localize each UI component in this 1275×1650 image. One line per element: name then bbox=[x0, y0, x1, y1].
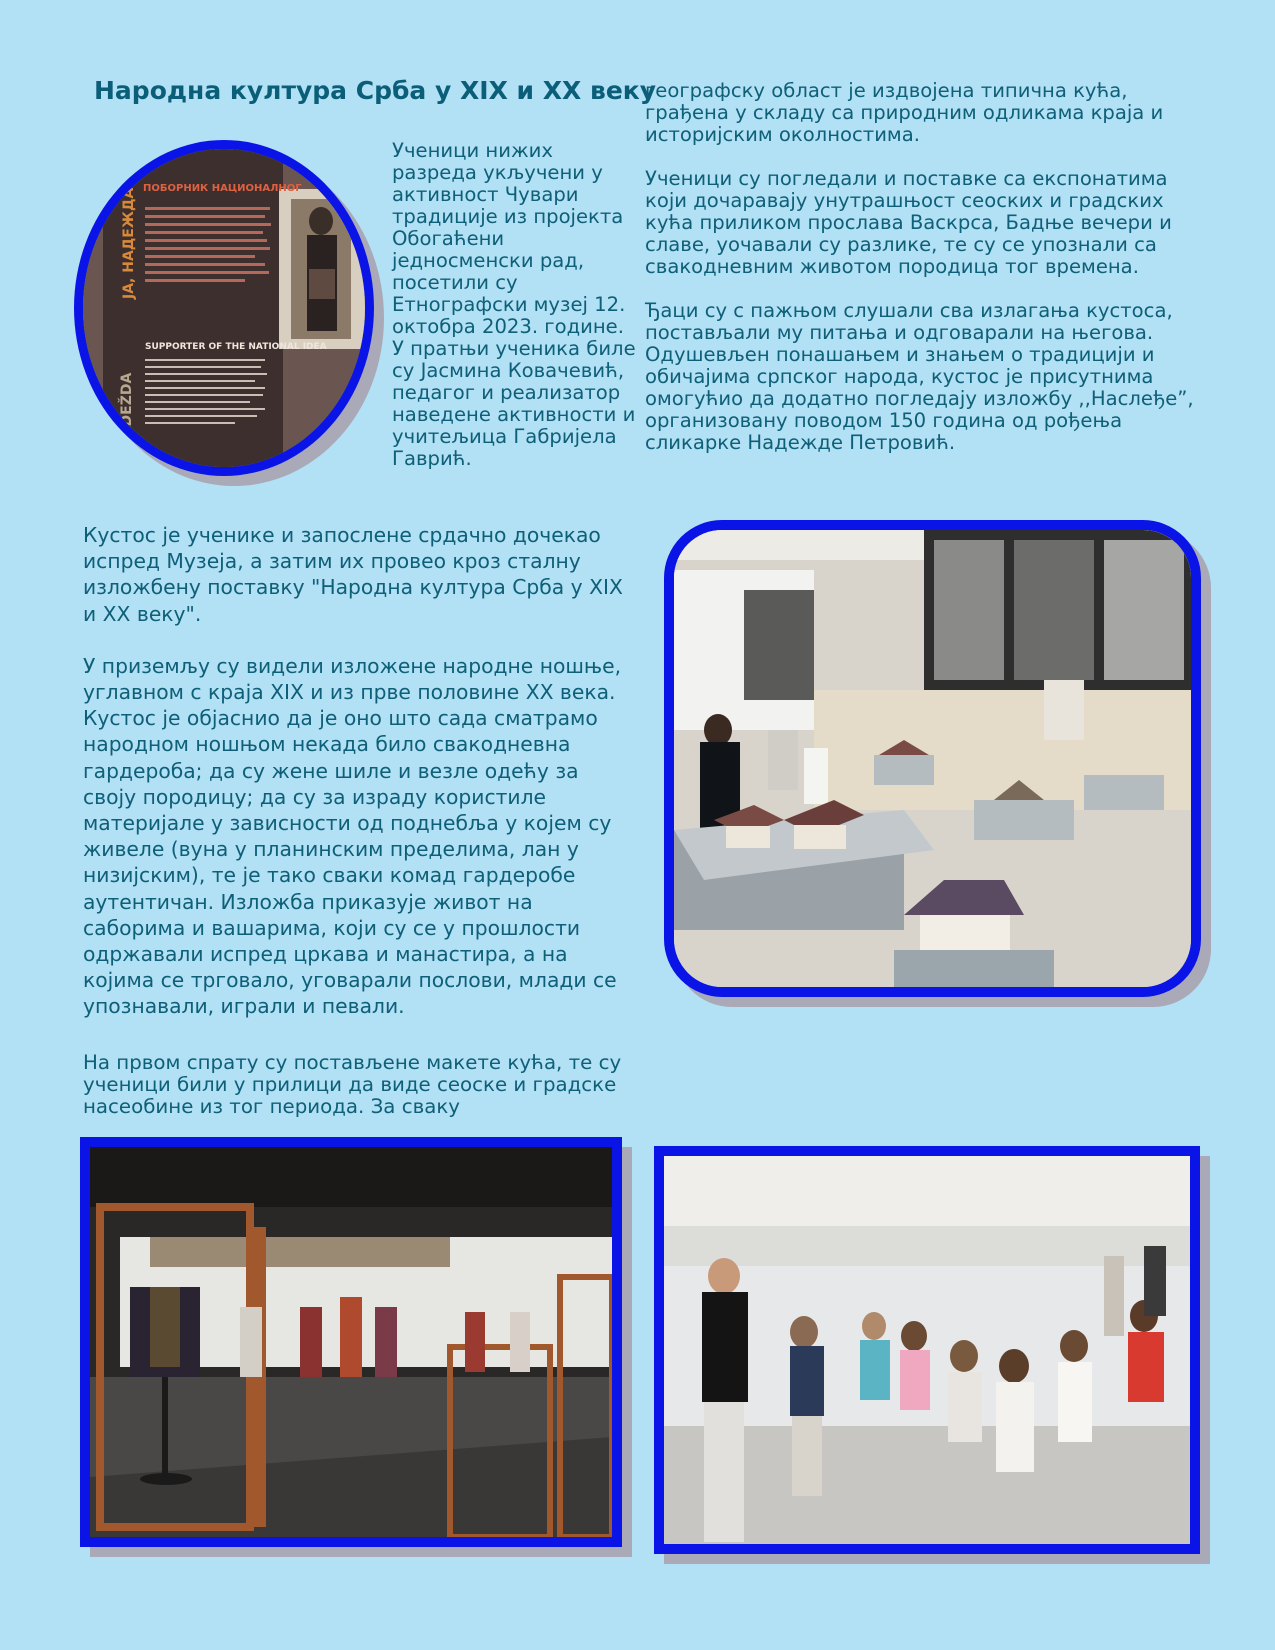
poster-heading: ПОБОРНИК НАЦИОНАЛНОГ bbox=[143, 183, 302, 194]
right-paragraph-1: географску област је издвојена типична кућа, грађена у складу са природним одликама краја и историјским околностима. bbox=[645, 79, 1164, 146]
students-photo bbox=[654, 1146, 1200, 1554]
tail-paragraph: На првом спрату су постављене макете кућа, те су ученици били у прилици да виде сеоске и градске насеобине из тог периода. За сваку bbox=[83, 1051, 622, 1118]
house-models-photo bbox=[664, 520, 1201, 997]
main-text bbox=[83, 522, 638, 1046]
tail-text bbox=[83, 1052, 623, 1118]
page-title: Народна култура Срба у XIX и XX веку bbox=[94, 76, 657, 105]
intro-text bbox=[392, 140, 637, 470]
right-paragraph-2: Ученици су погледали и поставке са експонатима који дочаравају унутрашњост сеоских и градских кућа приликом прослава Васкрса, Бадње вечери и славе, уочавали су разлике, те су се упознали са свакодневним животом породица тог времена. bbox=[645, 167, 1172, 278]
right-column bbox=[645, 80, 1205, 476]
poster-subheading: SUPPORTER OF THE NATIONAL IDEA bbox=[145, 342, 327, 352]
poster-vertical: ЈА, НАДЕЖДА bbox=[121, 187, 137, 299]
intro-paragraph: Ученици нижих разреда укључени у активност Чувари традиције из пројекта Обогаћени једносменски рад, посетили су Етнографски музеј 12. октобра 2023. године. У пратњи ученика биле су Јасмина Ковачевић, педагог и реализатор наведене активности и учитељица Габријела Гаврић. bbox=[392, 139, 636, 470]
main-paragraph-1: Кустос је ученике и запослене срдачно дочекао испред Музеја, а затим их провео кроз сталну изложбену поставку "Народна култура Срба у XIX и XX веку". bbox=[83, 523, 623, 626]
poster-vertical-latin: NADEŽDA bbox=[119, 372, 135, 449]
costumes-photo bbox=[80, 1137, 622, 1547]
poster-photo bbox=[74, 140, 374, 476]
main-paragraph-2: У приземљу су видели изложене народне ношње, углавном с краја XIX и из прве половине XX века. Кустос је објаснио да је оно што сада сматрамо народном ношњом некада било свакодневна гардероба; да су жене шиле и везле одећу за своју породицу; да су за израду користиле материјале у зависности од поднебља у којем су живеле (вуна у планинским пределима, лан у низијским), те је тако сваки комад гардеробе аутентичан. Изложба приказује живот на саборима и вашарима, који су се у прошлости одржавали испред цркава и манастира, а на којима се трговало, уговарали послови, млади се упознавали, играли и певали. bbox=[83, 653, 622, 1019]
right-paragraph-3: Ђаци су с пажњом слушали сва излагања кустоса, постављали му питања и одговарали на његова. Одушевљен понашањем и знањем о традицији и обичајима српског народа, кустос је присутнима омогућио да додатно погледају изложбу ,,Наслеђе”, организовану поводом 150 година од рођења сликарке Надежде Петровић. bbox=[645, 299, 1194, 454]
